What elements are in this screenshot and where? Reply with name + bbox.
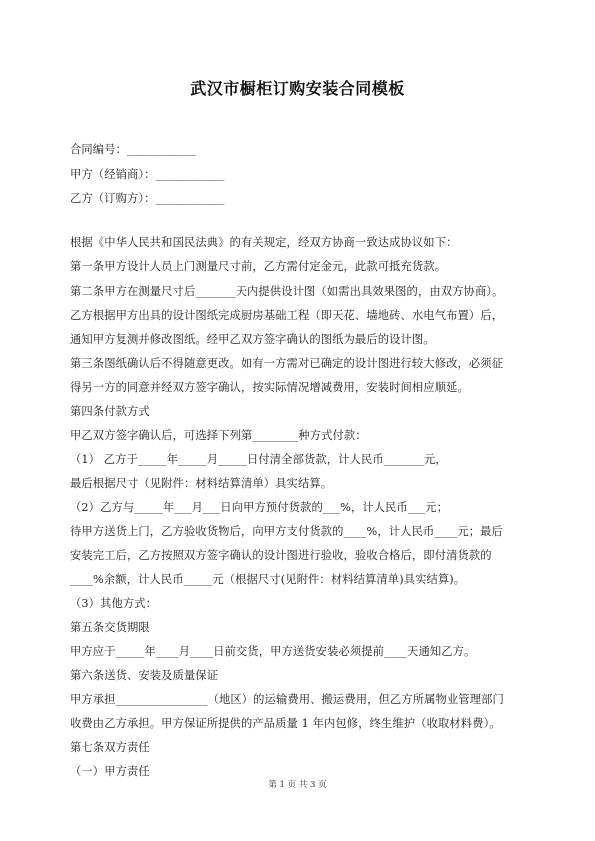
body-line: 甲方承担________________（地区）的运输费用、搬运费用，但乙方所属物业管理部门 xyxy=(70,693,504,706)
body-line: 第二条甲方在测量尺寸后_______天内提供设计图（如需出具效果图的，由双方协商）。 xyxy=(70,285,504,298)
body-line: 得另一方的同意并经双方签字确认，按实际情况增减费用，安装时间相应顺延。 xyxy=(70,381,469,394)
section-heading: 第四条付款方式 xyxy=(70,405,150,418)
body-line: （一）甲方责任 xyxy=(70,765,150,778)
body-line: ____%余额，计人民币_____元（根据尺寸(见附件：材料结算清单)具实结算)。 xyxy=(70,573,466,586)
party-b-line: 乙方（订购方）：____________ xyxy=(70,192,225,205)
body-line: 第三条图纸确认后不得随意更改。如有一方需对已确定的设计图进行较大修改，必须征 xyxy=(70,357,504,370)
party-a-line: 甲方（经销商）：____________ xyxy=(70,168,225,181)
body-line: 乙方根据甲方出具的设计图纸完成厨房基础工程（即天花、墙地砖、水电气布置）后， xyxy=(70,309,504,322)
body-line: 甲方应于_____年____月____日前交货，甲方送货安装必须提前____天通知乙方。 xyxy=(70,645,476,658)
body-line: （1） 乙方于_____年_____月_____日付清全部货款，计人民币_______元， xyxy=(70,453,447,466)
body-line: 通知甲方复测并修改图纸。经甲乙双方签字确认的图纸为最后的设计图。 xyxy=(70,333,435,346)
document-title: 武汉市橱柜订购安装合同模板 xyxy=(190,79,405,98)
body-line: （2）乙方与_____年___月___日向甲方预付货款的___%，计人民币___元； xyxy=(70,501,448,514)
body-line: 收费由乙方承担。甲方保证所提供的产品质量 1 年内包修，终生维护（收取材料费）。 xyxy=(70,717,501,730)
contract-number-line: 合同编号：____________ xyxy=(70,143,196,156)
body-line: 甲乙双方签字确认后，可选择下列第________种方式付款： xyxy=(70,429,367,442)
body-line: 第一条甲方设计人员上门测量尺寸前，乙方需付定金元，此款可抵充货款。 xyxy=(70,260,447,273)
body-line: （3）其他方式： xyxy=(70,597,158,610)
body-line: 根据《中华人民共和国民法典》的有关规定，经双方协商一致达成协议如下： xyxy=(70,236,458,249)
body-line: 安装完工后，乙方按照双方签字确认的设计图进行验收，验收合格后，即付清货款的 xyxy=(70,549,492,562)
page-number-footer: 第 1 页 共 3 页 xyxy=(268,780,327,790)
section-heading: 第七条双方责任 xyxy=(70,741,150,754)
section-heading: 第六条送货、安装及质量保证 xyxy=(70,669,219,682)
body-line: 最后根据尺寸（见附件：材料结算清单）具实结算。 xyxy=(70,477,333,490)
section-heading: 第五条交货期限 xyxy=(70,621,150,634)
body-line: 待甲方送货上门，乙方验收货物后，向甲方支付货款的____%，计人民币____元；最后 xyxy=(70,525,503,538)
